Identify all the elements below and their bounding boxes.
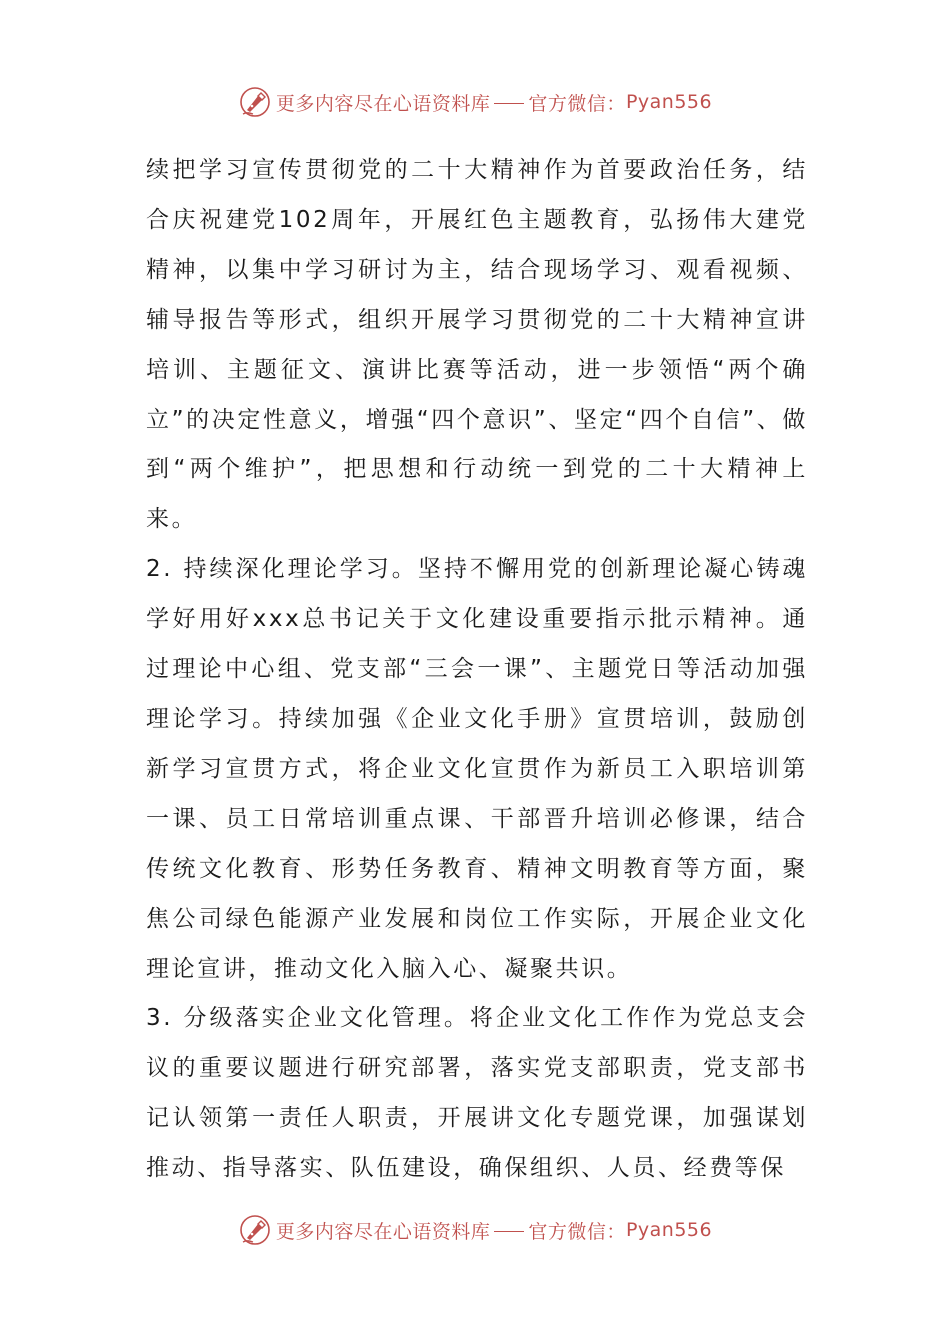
pen-nib-logo-icon — [238, 1213, 272, 1247]
paragraph-continuation: 续把学习宣传贯彻党的二十大精神作为首要政治任务，结合庆祝建党102周年，开展红色主题教育，弘扬伟大建党精神，以集中学习研讨为主，结合现场学习、观看视频、辅导报告等形式，组织开展学习贯彻党的二十大精神宣讲培训、主题征文、演讲比赛等活动，进一步领悟“两个确立”的决定性意义，增强“四个意识”、坚定“四个自信”、做到“两个维护”，把思想和行动统一到党的二十大精神上来。 — [146, 157, 808, 533]
watermark-text: 更多内容尽在心语资料库 — [275, 1220, 491, 1243]
pen-nib-logo-icon — [238, 85, 272, 119]
watermark-text: 更多内容尽在心语资料库 — [275, 92, 491, 115]
watermark-wechat-label: 官方微信： — [528, 92, 626, 115]
document-body — [146, 146, 808, 1194]
watermark-wechat-label: 官方微信： — [528, 1220, 626, 1243]
watermark-separator — [494, 103, 524, 104]
watermark-separator — [494, 1231, 524, 1232]
footer-watermark — [0, 1210, 950, 1250]
paragraph-item-2: 2. 持续深化理论学习。坚持不懈用党的创新理论凝心铸魂学好用好xxx总书记关于文化建设重要指示批示精神。通过理论中心组、党支部“三会一课”、主题党日等活动加强理论学习。持续加强《企业文化手册》宣贯培训，鼓励创新学习宣贯方式，将企业文化宣贯作为新员工入职培训第一课、员工日常培训重点课、干部晋升培训必修课，结合传统文化教育、形势任务教育、精神文明教育等方面，聚焦公司绿色能源产业发展和岗位工作实际，开展企业文化理论宣讲，推动文化入脑入心、凝聚共识。 — [146, 556, 808, 982]
watermark-wechat-id: Pyan556 — [625, 1219, 713, 1241]
watermark-wechat-id: Pyan556 — [625, 91, 713, 113]
paragraph-item-3: 3. 分级落实企业文化管理。将企业文化工作作为党总支会议的重要议题进行研究部署，落实党支部职责，党支部书记认领第一责任人职责，开展讲文化专题党课，加强谋划推动、指导落实、队伍建设，确保组织、人员、经费等保 — [146, 1005, 808, 1182]
header-watermark — [0, 82, 950, 122]
